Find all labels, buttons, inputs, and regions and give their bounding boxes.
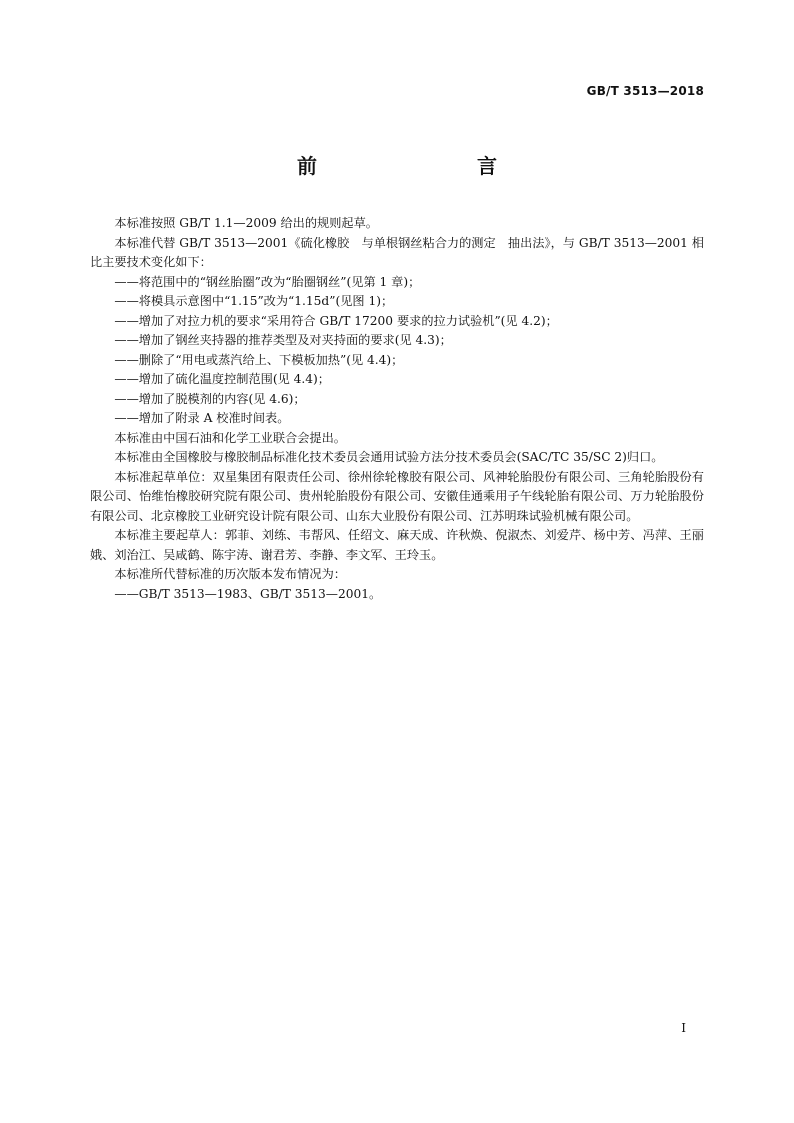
change-item: ——增加了硫化温度控制范围(见 4.4)； bbox=[114, 372, 330, 386]
paragraph-replacement: 本标准代替 GB/T 3513—2001《硫化橡胶 与单根钢丝粘合力的测定 抽出法》，与 GB/T 3513—2001 相比主要技术变化如下： bbox=[90, 235, 704, 269]
paragraph-responsible-committee: 本标准由全国橡胶与橡胶制品标准化技术委员会通用试验方法分技术委员会(SAC/TC 35/SC 2)归口。 bbox=[114, 450, 664, 464]
standard-code: GB/T 3513—2018 bbox=[586, 84, 704, 98]
change-item: ——增加了附录 A 校准时间表。 bbox=[114, 411, 290, 425]
paragraph-drafting-units: 本标准起草单位：双星集团有限责任公司、徐州徐轮橡胶有限公司、风神轮胎股份有限公司、三角轮胎股份有限公司、怡维怡橡胶研究院有限公司、贵州轮胎股份有限公司、安徽佳通乘用子午线轮胎有限公司、万力轮胎股份有限公司、北京橡胶工业研究设计院有限公司、山东大业股份有限公司、江苏明珠试验机械有限公司。 bbox=[90, 469, 704, 523]
previous-edition-item: ——GB/T 3513—1983、GB/T 3513—2001。 bbox=[114, 586, 382, 601]
change-item: ——将范围中的“钢丝胎圈”改为“胎圈钢丝”(见第 1 章)； bbox=[114, 274, 421, 289]
change-item: ——将模具示意图中“1.15”改为“1.15d”(见图 1)； bbox=[114, 294, 394, 308]
paragraph-drafters: 本标准主要起草人：郭菲、刘练、韦帮风、任绍文、麻天成、许秋焕、倪淑杰、刘爱芹、杨中芳、冯萍、王丽娥、刘治江、吴咸鹤、陈宇涛、谢君芳、李静、李文军、王玲玉。 bbox=[90, 528, 704, 562]
change-item: ——增加了对拉力机的要求“采用符合 GB/T 17200 要求的拉力试验机”(见 4.2)； bbox=[114, 313, 558, 328]
foreword-body bbox=[90, 214, 704, 604]
page-title: 前 言 bbox=[297, 154, 537, 178]
paragraph-drafting-rules: 本标准按照 GB/T 1.1—2009 给出的规则起草。 bbox=[114, 216, 378, 230]
paragraph-previous-editions: 本标准所代替标准的历次版本发布情况为： bbox=[114, 567, 346, 581]
change-item: ——增加了脱模剂的内容(见 4.6)； bbox=[114, 391, 306, 406]
page-number: I bbox=[681, 1021, 686, 1035]
change-item: ——增加了钢丝夹持器的推荐类型及对夹持面的要求(见 4.3)； bbox=[114, 333, 452, 347]
change-item: ——删除了“用电或蒸汽给上、下模板加热”(见 4.4)； bbox=[114, 352, 404, 367]
paragraph-proposer: 本标准由中国石油和化学工业联合会提出。 bbox=[114, 430, 346, 445]
